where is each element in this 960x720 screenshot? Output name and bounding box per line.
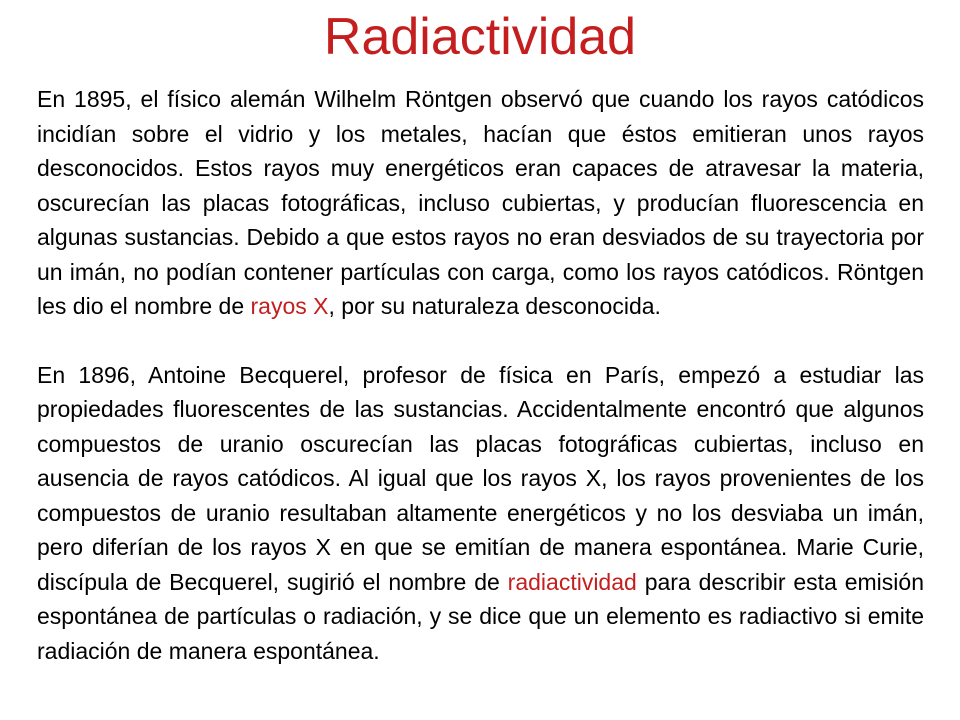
paragraph-roentgen (37, 82, 924, 324)
paragraph-roentgen-text-end: , por su naturaleza desconocida. (328, 293, 661, 319)
paragraph-becquerel-text-end: para describir esta emisión espontánea de partículas o radiación, y se dice que un elemento es radiactivo si emite radiación de manera espontánea. (37, 568, 924, 664)
term-rayos-x: rayos X (250, 293, 329, 319)
paragraph-becquerel (37, 358, 924, 669)
paragraph-roentgen-text-start: En 1895, el físico alemán Wilhelm Röntgen observó que cuando los rayos catódicos incidían sobre el vidrio y los metales, hacían que éstos emitieran unos rayos desconocidos. Estos rayos muy energéticos eran capaces de atravesar la materia, oscurecían las placas fotográficas, incluso cubiertas, y producían fluorescencia en algunas sustancias. Debido a que estos rayos no eran desviados de su trayectoria por un imán, no podían contener partículas con carga, como los rayos catódicos. Röntgen les dio el nombre de (37, 86, 924, 319)
slide-title: Radiactividad (323, 8, 637, 66)
term-radiactividad: radiactividad (507, 568, 637, 595)
slide-body (37, 82, 924, 668)
paragraph-becquerel-text-start: En 1896, Antoine Becquerel, profesor de física en París, empezó a estudiar las propiedades fluorescentes de las sustancias. Accidentalmente encontró que algunos compuestos de uranio oscurecían las placas fotográficas cubiertas, incluso en ausencia de rayos catódicos. Al igual que los rayos X, los rayos provenientes de los compuestos de uranio resultaban altamente energéticos y no los desviaba un imán, pero diferían de los rayos X en que se emitían de manera espontánea. Marie Curie, discípula de Becquerel, sugirió el nombre de (37, 361, 924, 595)
